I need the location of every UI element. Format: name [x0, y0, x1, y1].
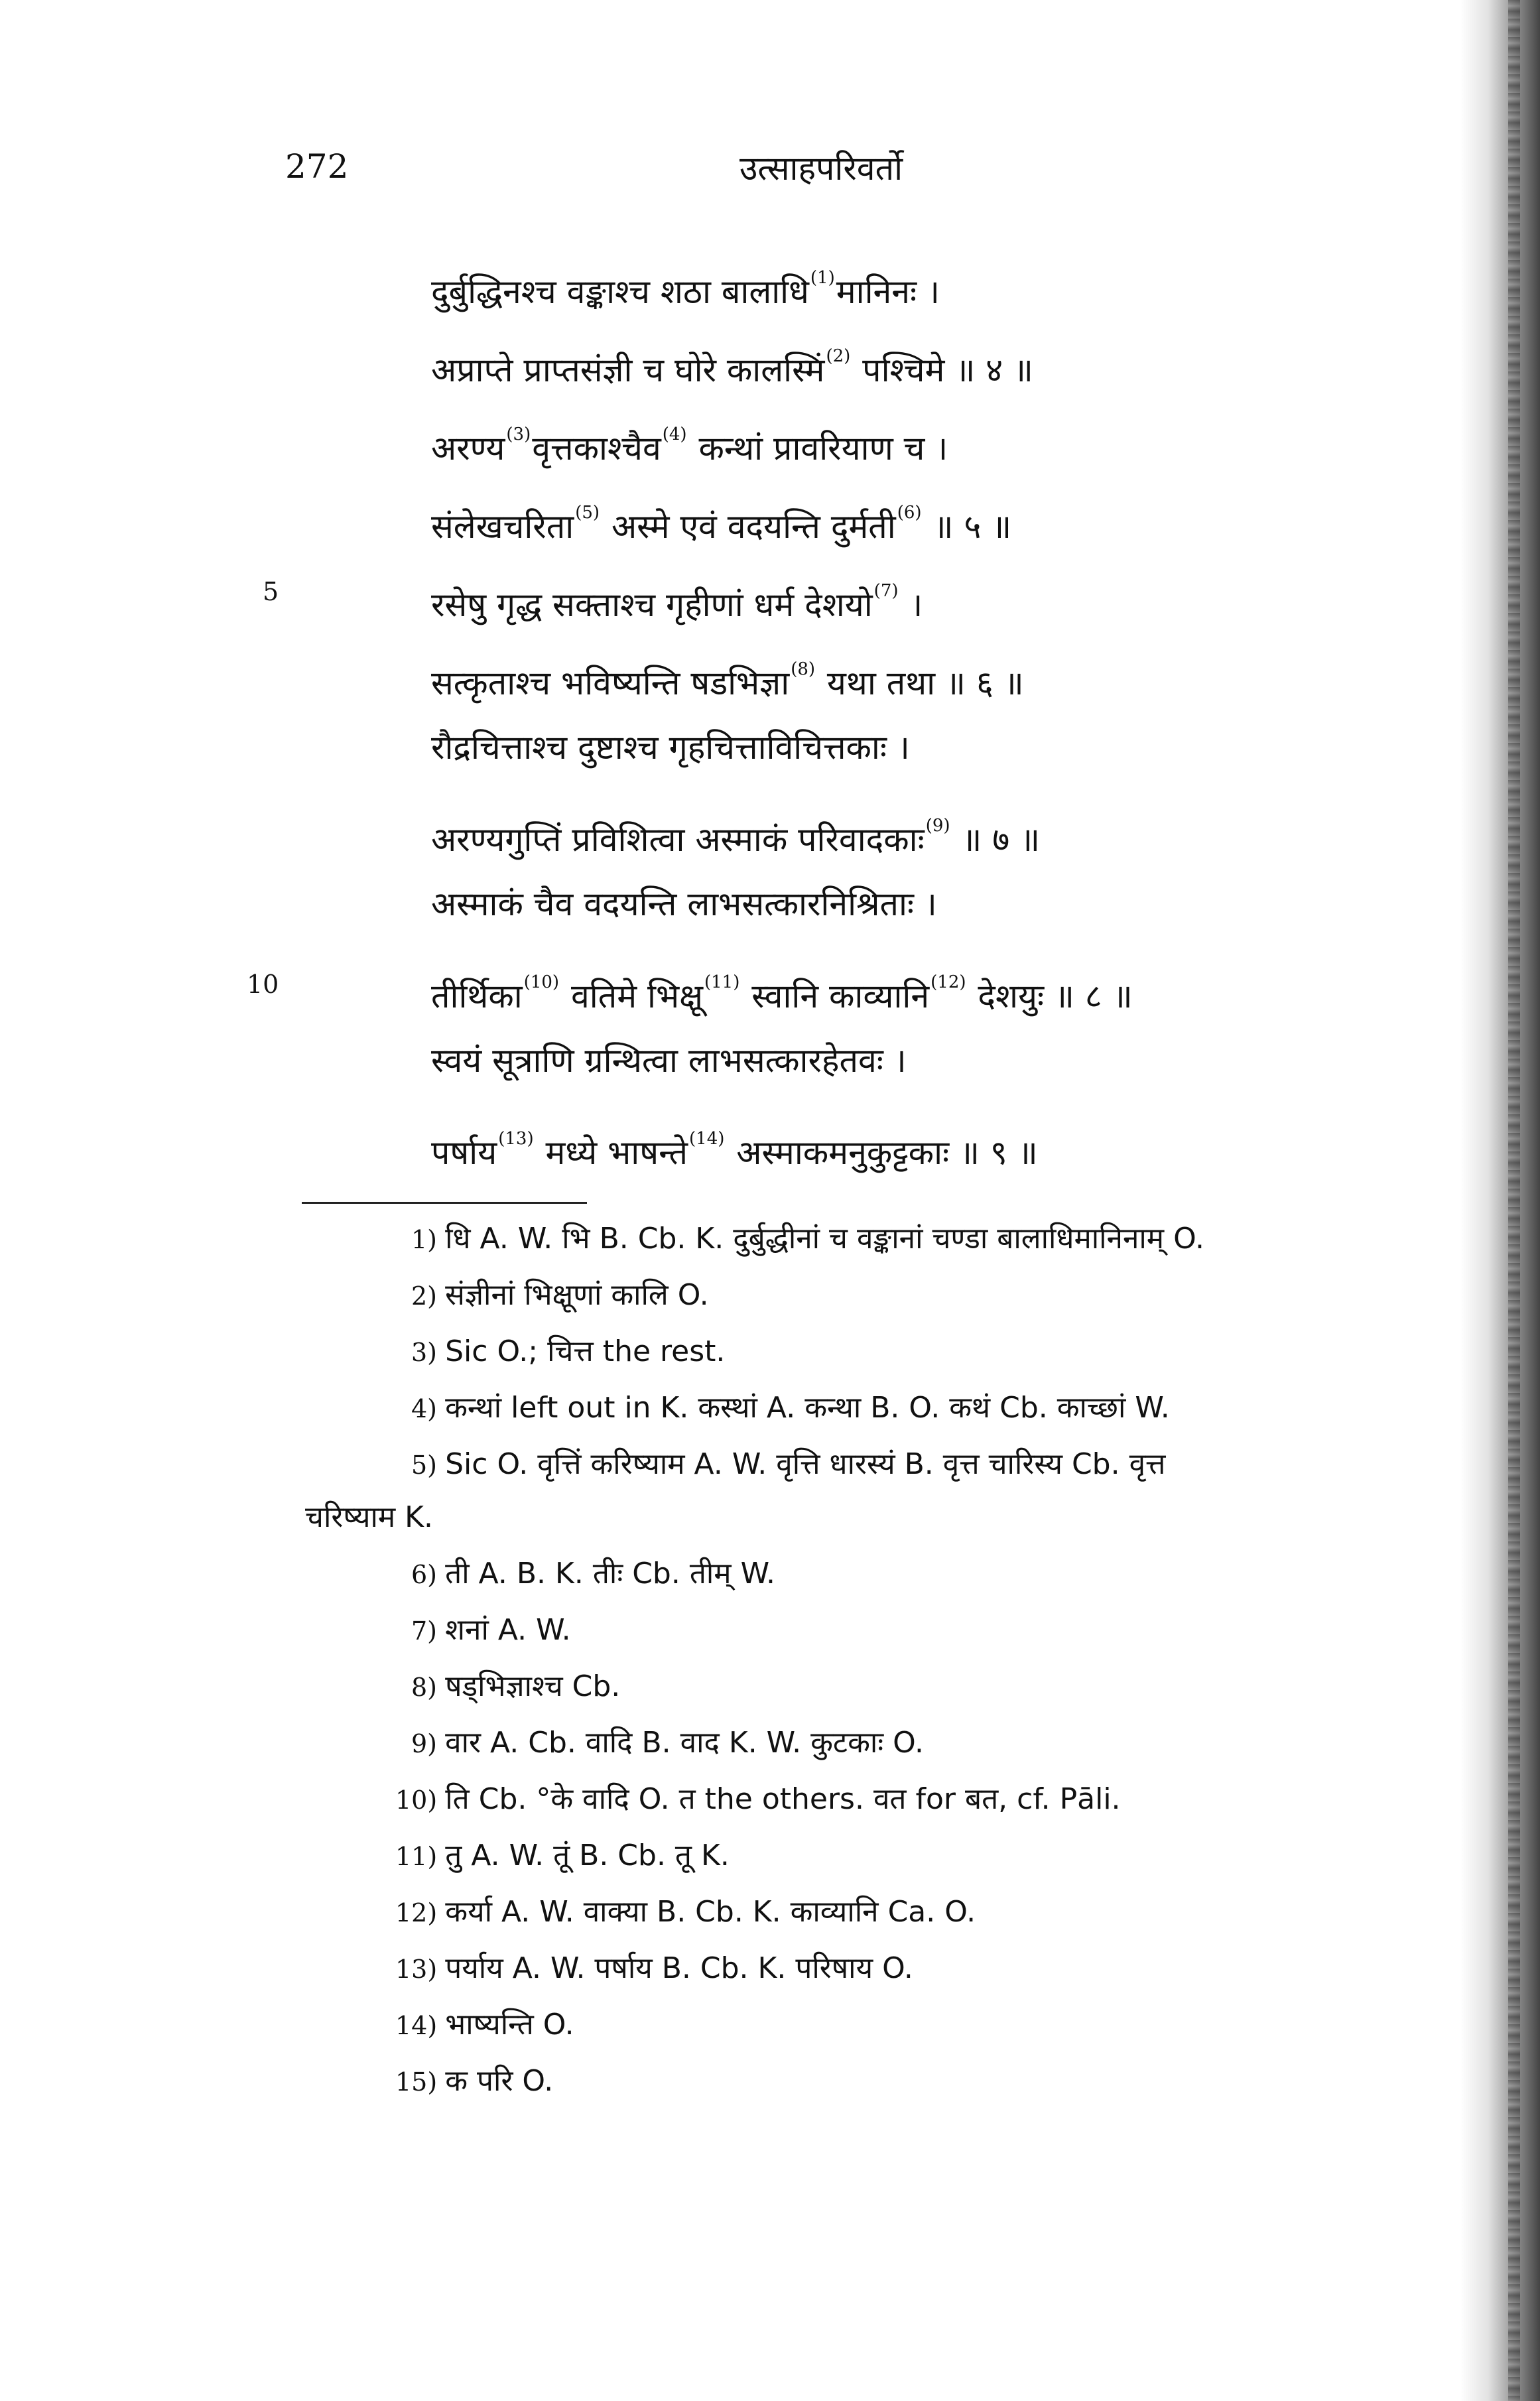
verse-line [431, 324, 1293, 402]
verse-segment: ॥ ५ ॥ [923, 507, 1012, 546]
verse-text [431, 646, 1024, 706]
verse-segment: संलेखचरिता [431, 507, 574, 546]
verse-block [431, 245, 1293, 1185]
footnote [395, 2003, 574, 2043]
footnote-marker: (11) [704, 972, 740, 992]
footnote-marker: (9) [925, 816, 950, 836]
footnote-number: 4) [411, 1394, 438, 1423]
page-header [0, 147, 1540, 200]
footnote [411, 1608, 571, 1648]
footnote-marker: (4) [662, 424, 687, 444]
footnote-number: 2) [411, 1281, 438, 1311]
footnote-number: 5) [411, 1451, 438, 1480]
footnote-number: 7) [411, 1616, 438, 1646]
verse-segment: रसेषु गृद्ध सक्ताश्च गृहीणां धर्म देशयो [431, 586, 873, 624]
verse-segment: यथा तथा ॥ ६ ॥ [816, 664, 1024, 702]
verse-segment: पश्चिमे ॥ ४ ॥ [852, 351, 1034, 389]
footnote-number: 1) [411, 1225, 438, 1254]
footnote-marker: (10) [523, 972, 560, 992]
verse-segment: पर्षाय [431, 1134, 497, 1172]
verse-segment: स्वयं सूत्राणि ग्रन्थित्वा लाभसत्कारहेतवः । [431, 1041, 907, 1080]
page-edge-shadow [1460, 0, 1540, 2401]
running-title: उत्साहपरिवर्तो [739, 149, 903, 188]
page-number: 272 [285, 147, 349, 186]
footnote-marker: (3) [506, 424, 531, 444]
footnote-text: ति Cb. °के वादि O. त the others. वत for बत, cf. Pāli. [445, 1782, 1121, 1816]
footnote-marker: (6) [897, 503, 922, 523]
verse-text [431, 724, 910, 771]
verse-line [431, 637, 1293, 715]
footnote-text: चरिष्याम K. [305, 1500, 434, 1534]
footnote-text: Sic O. वृत्तिं करिष्याम A. W. वृत्ति धारस्यं B. वृत्त चारिस्य Cb. वृत्त [445, 1447, 1166, 1481]
verse-segment: वतिमे भिक्षू [560, 977, 703, 1015]
footnote-rule [302, 1202, 587, 1204]
footnote-number: 15) [395, 2067, 438, 2097]
footnote-marker: (14) [689, 1129, 725, 1149]
footnote-marker: (13) [498, 1129, 534, 1149]
verse-segment: देशयुः ॥ ८ ॥ [967, 977, 1133, 1015]
footnote [395, 1778, 1121, 1817]
footnote [395, 1947, 913, 1986]
footnote-marker: (2) [826, 346, 851, 366]
footnote-marker: (12) [930, 972, 966, 992]
verse-line [431, 1106, 1293, 1185]
footnote [411, 1386, 1170, 1426]
footnote-marker: (5) [575, 503, 600, 523]
footnote-text: कर्या A. W. वाक्या B. Cb. K. काव्यानि Ca. O. [445, 1895, 976, 1929]
footnote-text: क परि O. [445, 2064, 554, 2098]
verse-line [431, 793, 1293, 872]
verse-segment: । [899, 586, 923, 624]
footnote-text: शनां A. W. [445, 1613, 571, 1647]
verse-line [431, 558, 1293, 637]
footnote-marker: (1) [810, 268, 835, 288]
line-number-5: 5 [263, 577, 279, 606]
verse-text [431, 333, 1033, 393]
footnote [411, 1665, 620, 1705]
footnote-text: संज्ञीनां भिक्षूणां कालि O. [445, 1278, 709, 1312]
footnote-number: 11) [395, 1842, 438, 1871]
verse-segment: वृत्तकाश्चैव [532, 429, 661, 468]
footnote [395, 1834, 730, 1874]
line-number-10: 10 [247, 970, 279, 999]
footnote-number: 8) [411, 1673, 438, 1702]
verse-text [431, 411, 948, 472]
footnote-text: पर्याय A. W. पर्षाय B. Cb. K. परिषाय O. [445, 1951, 913, 1985]
verse-segment: मध्ये भाषन्ते [535, 1134, 688, 1172]
verse-segment: अस्माकमनुकुट्टकाः ॥ ९ ॥ [726, 1134, 1038, 1172]
verse-text [431, 255, 940, 315]
footnote-text: धि A. W. भि B. Cb. K. दुर्बुद्धीनां च वङ्कानां चण्डा बालाधिमानिनाम् O. [445, 1222, 1204, 1256]
footnote-marker: (7) [873, 581, 899, 601]
footnote [411, 1443, 1165, 1482]
verse-segment: रौद्रचित्ताश्च दुष्टाश्च गृहचित्ताविचित्तकाः । [431, 728, 910, 767]
footnote-number: 9) [411, 1729, 438, 1758]
footnote-text: षड्भिज्ञाश्च Cb. [445, 1669, 621, 1703]
verse-segment: अरण्यगुप्तिं प्रविशित्वा अस्माकं परिवादकाः [431, 820, 925, 859]
footnote-marker: (8) [791, 659, 816, 679]
footnote-text: तु A. W. तूं B. Cb. तू K. [445, 1839, 730, 1872]
verse-line [431, 715, 1293, 793]
verse-segment: स्वानि काव्यानि [741, 977, 930, 1015]
verse-segment: दुर्बुद्धिनश्च वङ्काश्च शठा बालाधि [431, 273, 809, 311]
footnote [395, 2059, 553, 2099]
verse-text [431, 959, 1133, 1019]
verse-segment: अस्माकं चैव वदयन्ति लाभसत्कारनिश्रिताः । [431, 885, 937, 923]
verse-line [431, 245, 1293, 324]
footnote [411, 1552, 775, 1592]
footnote [395, 1890, 976, 1930]
verse-line [431, 950, 1293, 1028]
verse-line [431, 480, 1293, 558]
page-edge-texture [1508, 0, 1520, 2401]
verse-line [431, 872, 1293, 950]
verse-segment: अप्राप्ते प्राप्तसंज्ञी च घोरे कालस्मिं [431, 351, 825, 389]
verse-text [431, 803, 1040, 863]
verse-text [431, 1037, 907, 1084]
footnote [411, 1273, 709, 1313]
footnote-text: भाष्यन्ति O. [445, 2008, 574, 2042]
verse-text [431, 1116, 1038, 1176]
verse-segment: कन्थां प्रावरियाण च । [688, 429, 948, 468]
verse-text [431, 881, 937, 927]
footnote-text: वार A. Cb. वादि B. वाद K. W. कुटकाः O. [445, 1726, 924, 1760]
verse-segment: सत्कृताश्च भविष्यन्ति षडभिज्ञा [431, 664, 790, 702]
footnote-number: 13) [395, 1955, 438, 1984]
footnote-number: 12) [395, 1898, 438, 1927]
footnote [411, 1330, 725, 1370]
footnote-continuation [305, 1496, 433, 1535]
verse-line [431, 1028, 1293, 1106]
verse-text [431, 489, 1011, 550]
verse-segment: ॥ ७ ॥ [951, 820, 1041, 859]
footnote-number: 10) [395, 1785, 438, 1815]
footnote-number: 3) [411, 1338, 438, 1367]
footnote-text: Sic O.; चित्त the rest. [445, 1334, 726, 1368]
verse-segment: अस्मे एवं वदयन्ति दुर्मती [601, 507, 896, 546]
verse-segment: तीर्थिका [431, 977, 523, 1015]
footnote-number: 6) [411, 1560, 438, 1589]
footnote-text: कन्थां left out in K. कस्थां A. कन्था B. O. कथं Cb. काच्छां W. [445, 1391, 1170, 1425]
footnote [411, 1217, 1204, 1257]
footnote [411, 1721, 924, 1761]
footnote-number: 14) [395, 2011, 438, 2040]
verse-text [431, 568, 923, 628]
footnote-text: ती A. B. K. तीः Cb. तीम् W. [445, 1557, 776, 1590]
verse-segment: अरण्य [431, 429, 505, 468]
verse-segment: मानिनः । [836, 273, 940, 311]
verse-line [431, 402, 1293, 480]
